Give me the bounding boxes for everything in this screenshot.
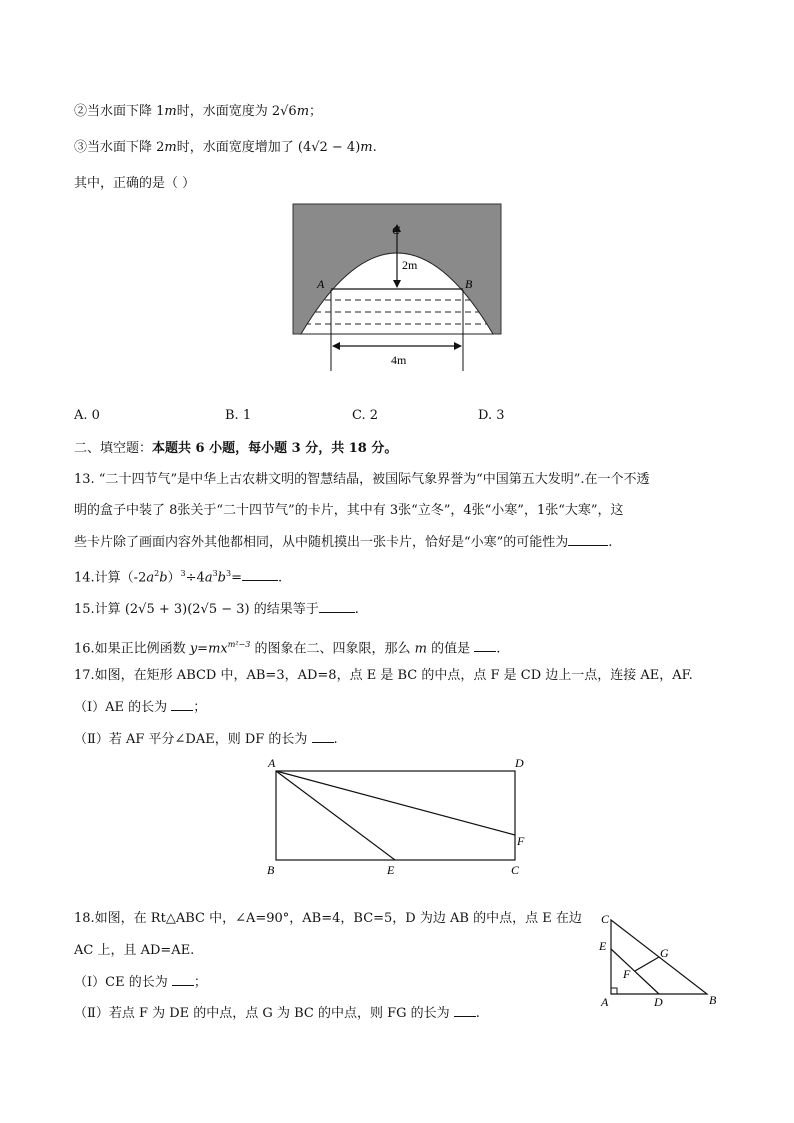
right-angle-mark bbox=[611, 988, 617, 994]
point-b-label: B bbox=[709, 993, 717, 1007]
rectangle-figure bbox=[262, 754, 537, 879]
triangle-figure bbox=[594, 907, 729, 1012]
point-g-label: G bbox=[660, 946, 669, 960]
point-a-label: A bbox=[268, 756, 276, 770]
point-f-label: F bbox=[517, 834, 525, 848]
point-b-label: B bbox=[267, 863, 275, 877]
point-a-label: A bbox=[601, 995, 609, 1009]
section-heading: 二、填空题：本题共 6 小题，每小题 3 分，共 18 分。 bbox=[74, 441, 398, 456]
width-arrow-head bbox=[454, 342, 462, 350]
q17-part-1: （Ⅰ）AE 的长为 ； bbox=[74, 700, 207, 715]
answer-blank[interactable] bbox=[171, 698, 193, 711]
option-a[interactable]: A. 0 bbox=[74, 408, 100, 423]
answer-blank[interactable] bbox=[474, 639, 496, 652]
answer-blank[interactable] bbox=[319, 600, 355, 613]
point-e-label: E bbox=[599, 939, 607, 953]
point-c-label: C bbox=[601, 912, 610, 926]
q18-part-1: （Ⅰ）CE 的长为 ； bbox=[74, 975, 207, 990]
q16-line: 16.如果正比例函数 $y=mx^{m^2-3}$ 的图象在二、四象限，那么 m 的值是 . bbox=[74, 640, 501, 657]
q12-statement-2: ②当水面下降 1m时，水面宽度为 2√6m； bbox=[74, 104, 323, 119]
height-label: 2m bbox=[402, 258, 418, 272]
q18-line-1: 18.如图，在 Rt△ABC 中，∠A=90°，AB=4，BC=5，D 为边 AB 的中点，点 E 在边 bbox=[74, 911, 582, 926]
q14-line: 14.计算$(-2a^2b)^3\div 4a^3b^3=$ . bbox=[74, 569, 283, 586]
point-c-label: C bbox=[511, 863, 520, 877]
option-d[interactable]: D. 3 bbox=[478, 408, 505, 423]
segment-af bbox=[276, 771, 515, 835]
rectangle-abcd bbox=[276, 771, 515, 860]
q13-line-3: 些卡片除了画面内容外其他都相同，从中随机摸出一张卡片，恰好是“小寒”的可能性为 . bbox=[74, 535, 613, 550]
point-b-label: B bbox=[465, 277, 473, 291]
q17-line-1: 17.如图，在矩形 ABCD 中，AB=3，AD=8，点 E 是 BC 的中点，点 F 是 CD 边上一点，连接 AE，AF. bbox=[74, 668, 693, 683]
width-arrow-head bbox=[332, 342, 340, 350]
option-b[interactable]: B. 1 bbox=[225, 408, 252, 423]
q13-line-1: 13. “二十四节气”是中华上古农耕文明的智慧结晶，被国际气象界誉为“中国第五大发明”.在一个不透 bbox=[74, 472, 650, 487]
q12-question: 其中，正确的是（ ） bbox=[74, 176, 196, 191]
point-f-label: F bbox=[623, 967, 631, 981]
point-d-label: D bbox=[515, 756, 524, 770]
q13-line-2: 明的盒子中装了 8张关于“二十四节气”的卡片，其中有 3张“立冬”，4张“小寒”，1张“大寒”，这 bbox=[74, 503, 624, 518]
answer-blank[interactable] bbox=[172, 973, 194, 986]
answer-blank[interactable] bbox=[568, 533, 608, 546]
point-c-label: C bbox=[392, 223, 401, 237]
arch-figure bbox=[285, 198, 510, 376]
q17-part-2: （Ⅱ）若 AF 平分∠DAE，则 DF 的长为 . bbox=[74, 732, 338, 747]
answer-blank[interactable] bbox=[242, 568, 278, 581]
width-label: 4m bbox=[391, 353, 407, 367]
segment-ae bbox=[276, 771, 395, 860]
segment-de bbox=[611, 949, 659, 994]
segment-fg bbox=[635, 957, 659, 971]
answer-blank[interactable] bbox=[454, 1004, 476, 1017]
point-a-label: A bbox=[317, 277, 325, 291]
option-c[interactable]: C. 2 bbox=[352, 408, 379, 423]
point-d-label: D bbox=[654, 995, 663, 1009]
q12-statement-3: ③当水面下降 2m时，水面宽度增加了 (4√2 − 4)m. bbox=[74, 140, 377, 155]
q15-line: 15.计算 (2√5 + 3)(2√5 − 3) 的结果等于 . bbox=[74, 602, 359, 617]
answer-blank[interactable] bbox=[312, 730, 334, 743]
q18-part-2: （Ⅱ）若点 F 为 DE 的中点，点 G 为 BC 的中点，则 FG 的长为 . bbox=[74, 1006, 480, 1021]
point-e-label: E bbox=[387, 863, 395, 877]
q18-line-2: AC 上，且 AD=AE. bbox=[74, 943, 195, 958]
